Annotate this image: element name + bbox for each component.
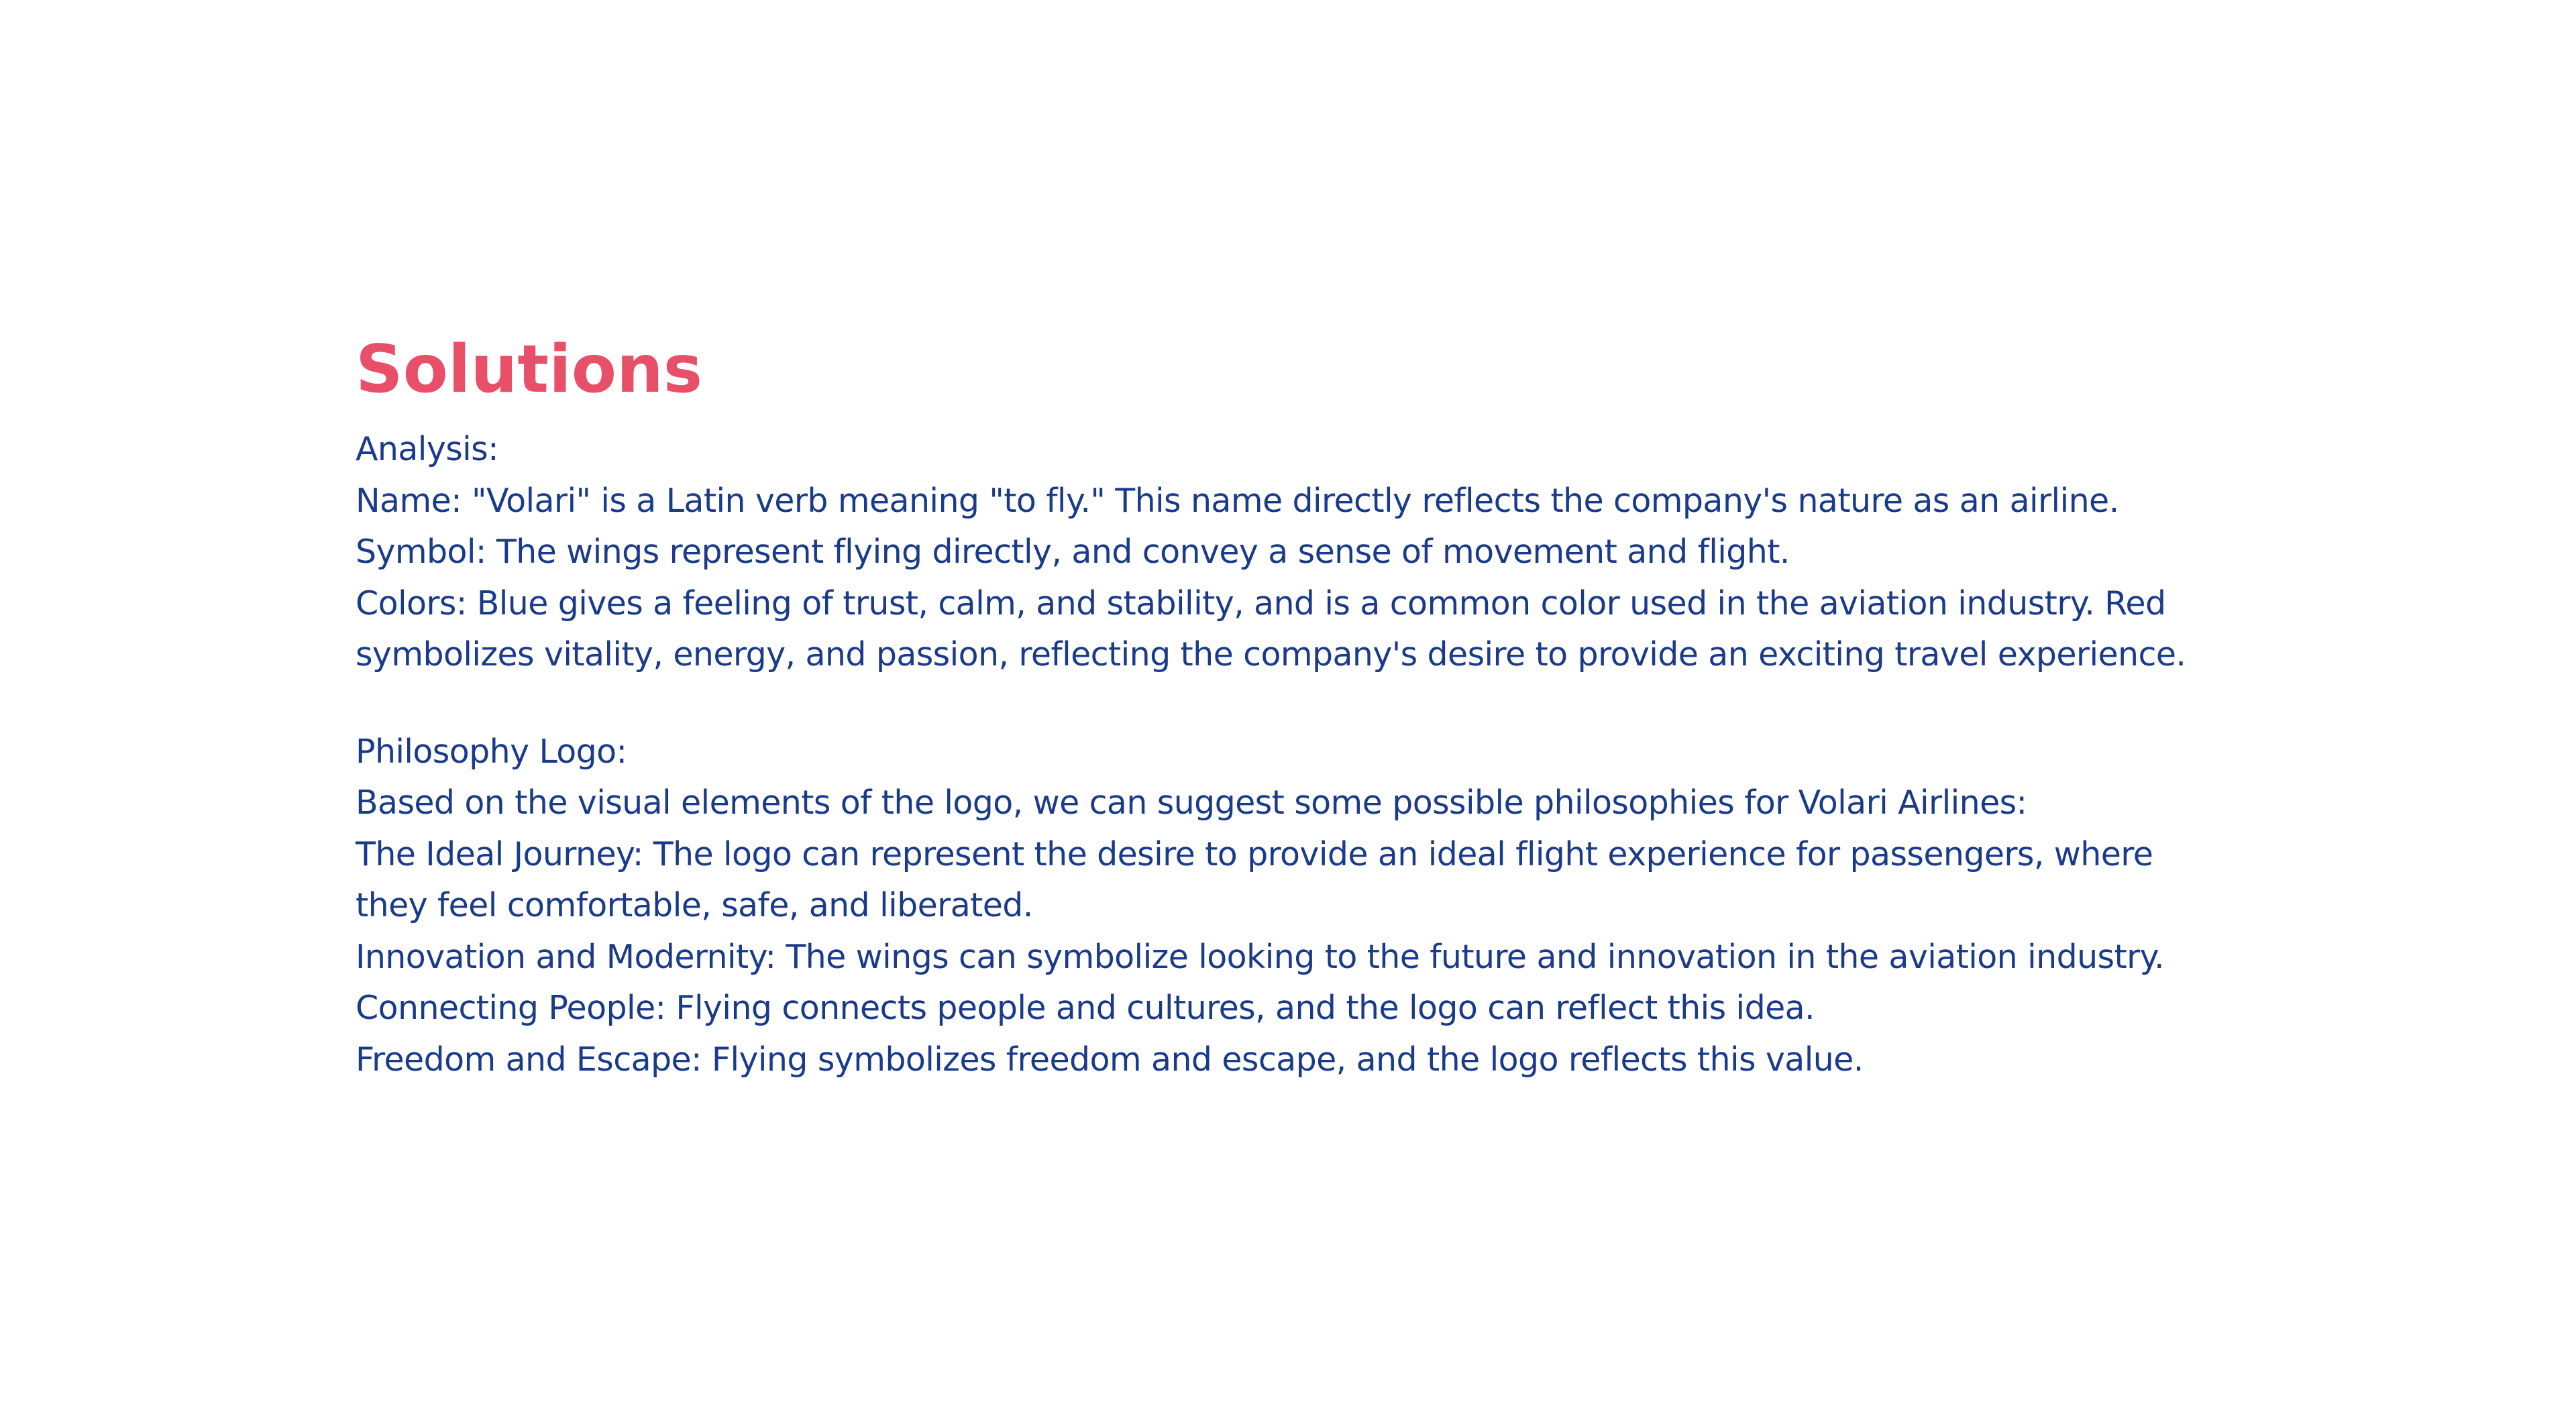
analysis-colors-line: Colors: Blue gives a feeling of trust, calm, and stability, and is a common color used in the aviation industry. Red <box>356 584 2166 623</box>
philosophy-connecting-line: Connecting People: Flying connects people and cultures, and the logo can reflect this idea. <box>356 989 1815 1027</box>
analysis-colors-line-continued: symbolizes vitality, energy, and passion, reflecting the company's desire to provide an exciting travel experience. <box>356 635 2186 673</box>
solutions-section <box>356 330 2301 1085</box>
philosophy-freedom-line: Freedom and Escape: Flying symbolizes freedom and escape, and the logo reflects this value. <box>356 1040 1864 1079</box>
page-title: Solutions <box>356 331 703 408</box>
philosophy-intro-line: Based on the visual elements of the logo, we can suggest some possible philosophies for Volari Airlines: <box>356 784 2027 822</box>
philosophy-block <box>356 726 2301 1086</box>
analysis-name-line: Name: "Volari" is a Latin verb meaning "to fly." This name directly reflects the company's nature as an airline. <box>356 481 2119 520</box>
analysis-symbol-line: Symbol: The wings represent flying directly, and convey a sense of movement and flight. <box>356 533 1790 571</box>
philosophy-innovation-line: Innovation and Modernity: The wings can symbolize looking to the future and innovation in the aviation industry. <box>356 937 2165 976</box>
analysis-heading: Analysis: <box>356 430 498 468</box>
analysis-block <box>356 424 2301 681</box>
philosophy-heading: Philosophy Logo: <box>356 732 627 771</box>
philosophy-ideal-journey-line-continued: they feel comfortable, safe, and liberated. <box>356 886 1033 924</box>
philosophy-ideal-journey-line: The Ideal Journey: The logo can represent the desire to provide an ideal flight experience for passengers, where <box>356 834 2153 873</box>
